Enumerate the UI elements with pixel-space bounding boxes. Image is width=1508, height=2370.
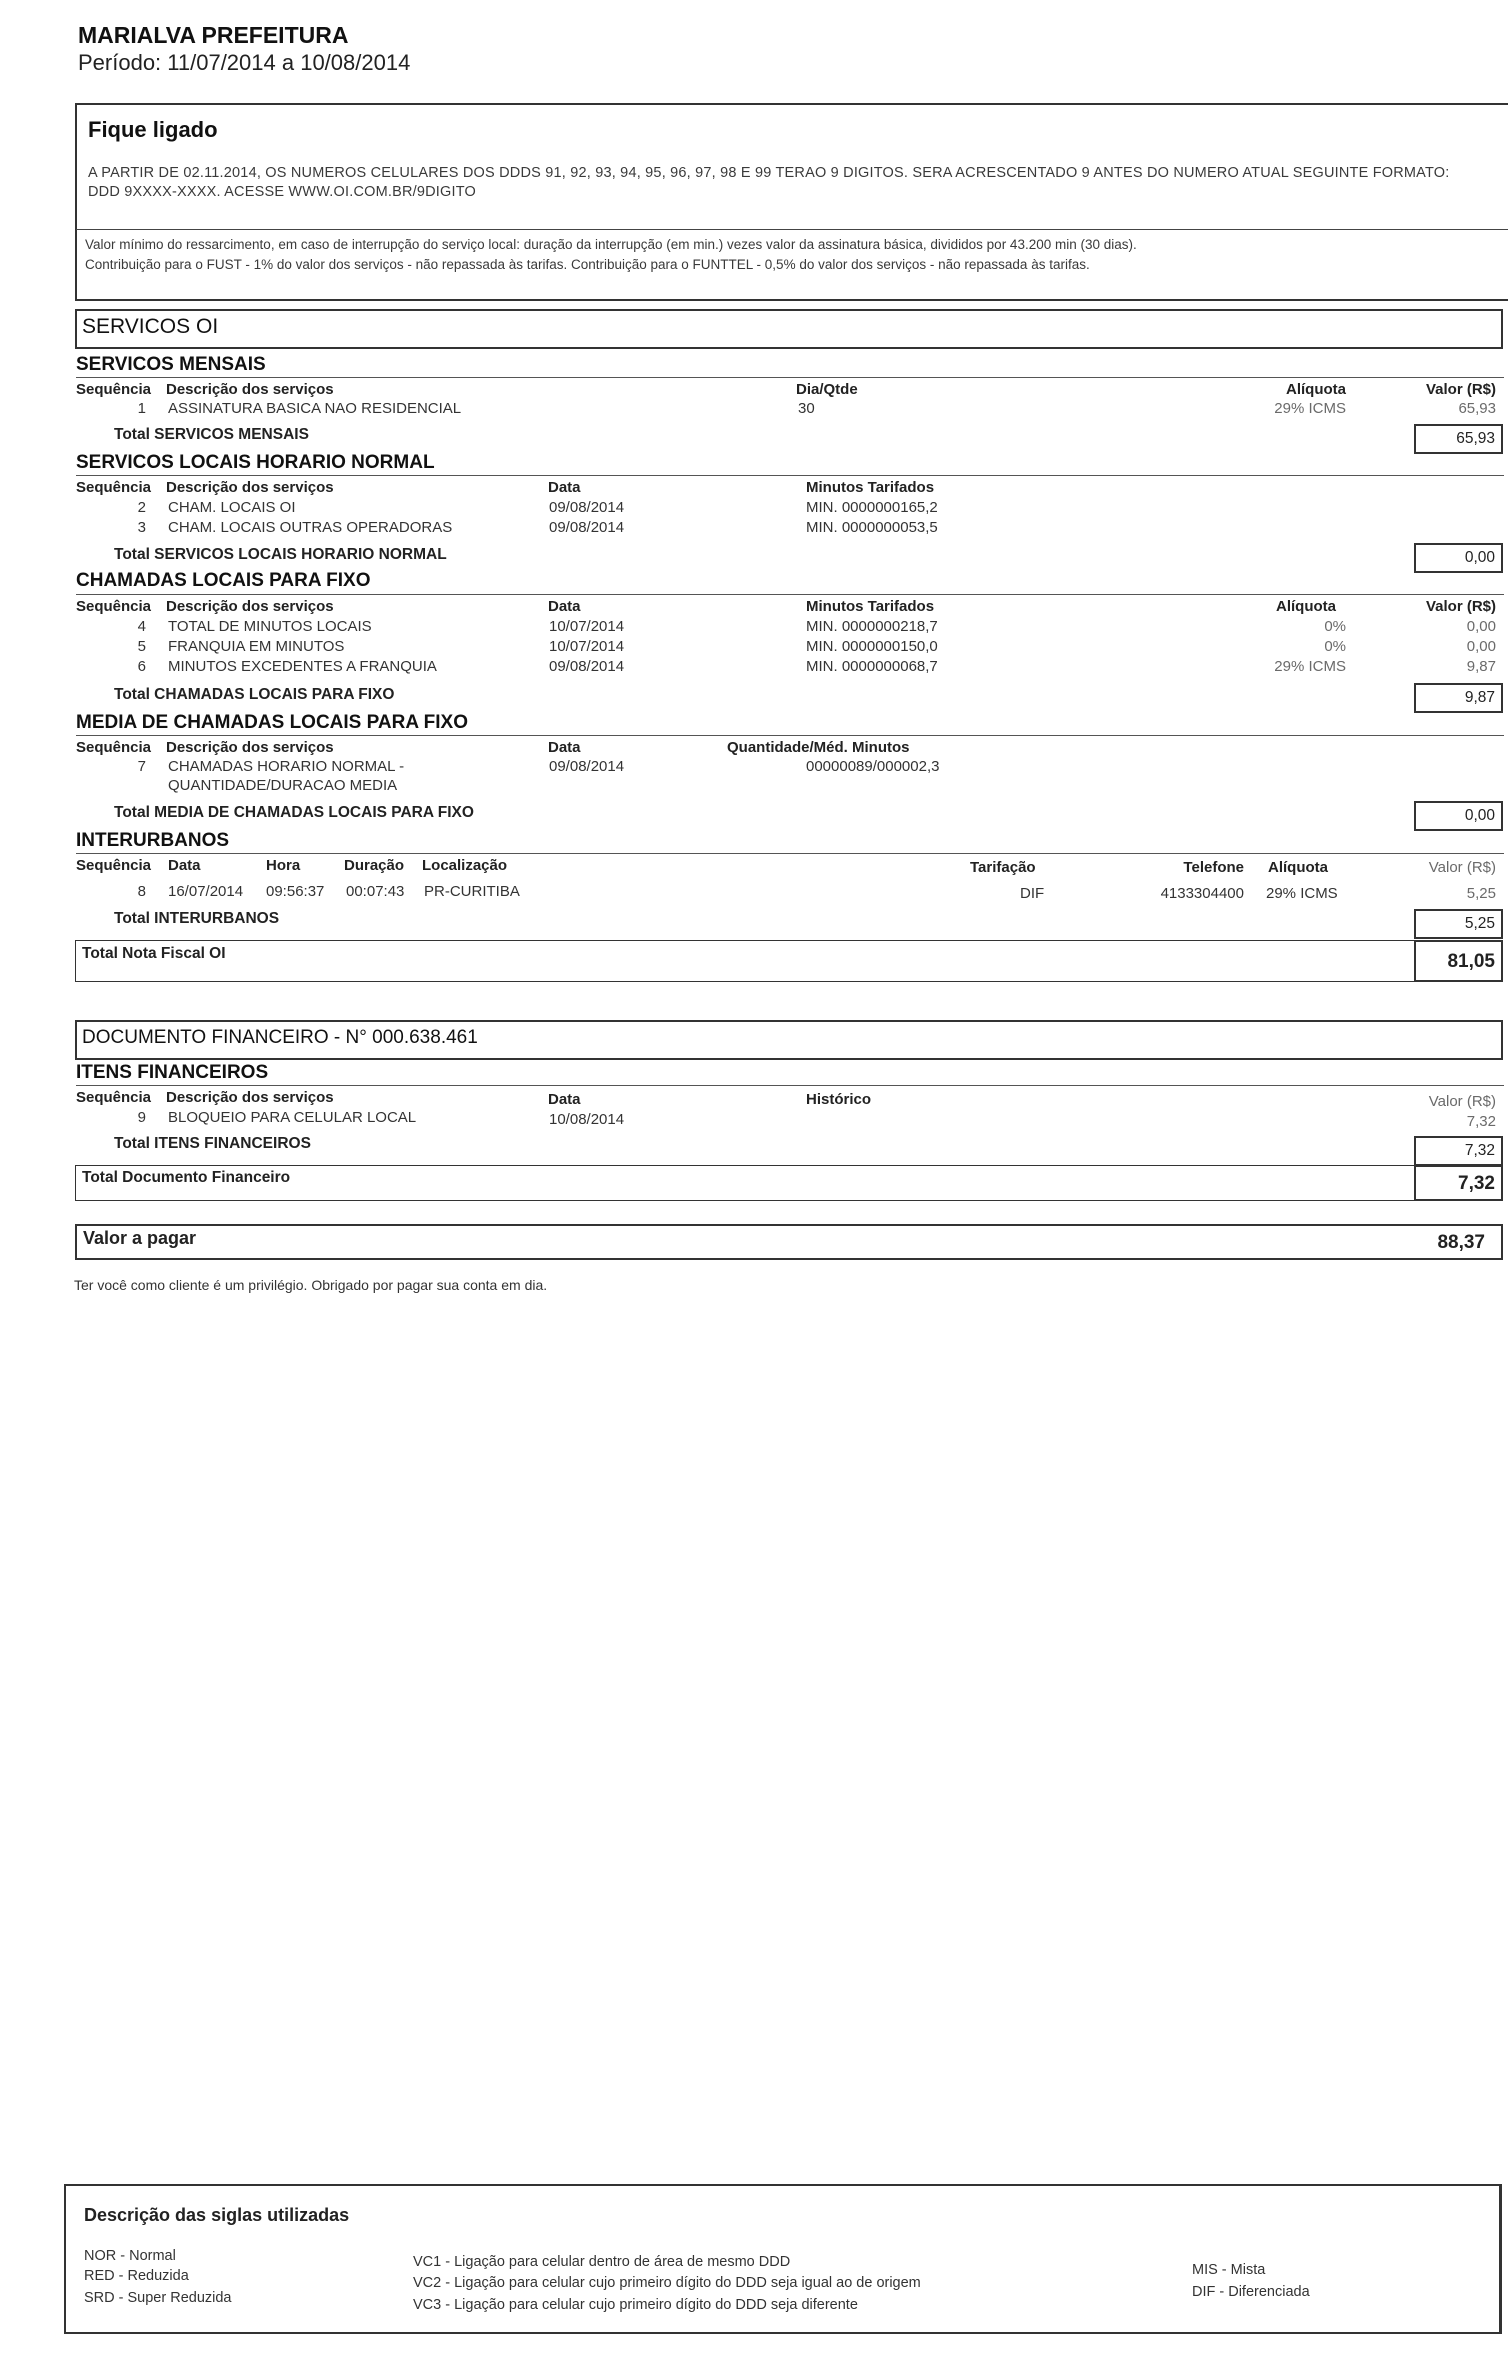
- row-data: 16/07/2014: [168, 883, 244, 900]
- col-aliquota: Alíquota: [1268, 859, 1328, 876]
- col-data: Data: [548, 1091, 581, 1108]
- row-data: 09/08/2014: [549, 519, 625, 536]
- sigla-vc1: VC1 - Ligação para celular dentro de área de mesmo DDD: [413, 2254, 791, 2270]
- col-valor: Valor (R$): [1428, 859, 1496, 876]
- col-aliquota: Alíquota: [1286, 381, 1346, 398]
- section-rule: [76, 1085, 1504, 1086]
- fique-ligado-info: [85, 235, 1485, 275]
- col-descricao: Descrição dos serviços: [166, 479, 334, 496]
- row-localizacao: PR-CURITIBA: [424, 883, 520, 900]
- row-minutos: MIN. 0000000218,7: [806, 618, 938, 635]
- interurbanos-title: INTERURBANOS: [76, 830, 230, 851]
- billing-period: Período: 11/07/2014 a 10/08/2014: [78, 50, 411, 75]
- row-seq: 2: [137, 499, 146, 516]
- row-data: 09/08/2014: [549, 658, 625, 675]
- servicos-oi-header: SERVICOS OI: [75, 309, 1503, 349]
- total-value-box: 0,00: [1414, 543, 1503, 573]
- row-desc: CHAM. LOCAIS OUTRAS OPERADORAS: [168, 519, 453, 536]
- row-qtd: 30: [798, 400, 815, 417]
- col-valor: Valor (R$): [1428, 1093, 1496, 1110]
- total-nota-fiscal-label: Total Nota Fiscal OI: [82, 945, 226, 962]
- chamadas-fixo-title: CHAMADAS LOCAIS PARA FIXO: [76, 570, 371, 591]
- total-label: Total SERVICOS LOCAIS HORARIO NORMAL: [114, 546, 447, 563]
- col-descricao: Descrição dos serviços: [166, 739, 334, 756]
- col-aliquota: Alíquota: [1276, 598, 1336, 615]
- col-sequencia: Sequência: [76, 479, 152, 496]
- row-aliquota: 0%: [1324, 638, 1346, 655]
- total-label: Total INTERURBANOS: [114, 910, 280, 927]
- row-desc: CHAM. LOCAIS OI: [168, 499, 296, 516]
- col-hora: Hora: [266, 857, 301, 874]
- sigla-vc3: VC3 - Ligação para celular cujo primeiro dígito do DDD seja diferente: [413, 2297, 858, 2313]
- servicos-mensais-title: SERVICOS MENSAIS: [76, 354, 266, 375]
- row-seq: 5: [137, 638, 146, 655]
- row-data: 10/08/2014: [549, 1111, 625, 1128]
- total-value-box: 5,25: [1414, 909, 1503, 939]
- row-hora: 09:56:37: [266, 883, 325, 900]
- col-duracao: Duração: [344, 857, 405, 874]
- col-valor: Valor (R$): [1425, 598, 1496, 615]
- row-tarifacao: DIF: [1020, 885, 1045, 902]
- total-nota-fiscal-box: [75, 940, 1503, 982]
- col-telefone: Telefone: [1183, 859, 1244, 876]
- row-seq: 7: [137, 758, 146, 775]
- total-nota-fiscal-value: 81,05: [1414, 940, 1503, 982]
- section-rule: [76, 475, 1504, 476]
- row-aliquota: 0%: [1324, 618, 1346, 635]
- fique-ligado-notice: A PARTIR DE 02.11.2014, OS NUMEROS CELULARES DOS DDDS 91, 92, 93, 94, 95, 96, 97, 98 E 99 TERAO 9 DIGITOS. SERA ACRESCENTADO 9 ANTES DO NUMERO ATUAL SEGUINTE FORMATO: DDD 9XXXX-XXXX. ACESSE WWW.OI.COM.BR/9DIGITO: [88, 165, 1450, 200]
- section-rule: [76, 853, 1504, 854]
- documento-financeiro-header: DOCUMENTO FINANCEIRO - N° 000.638.461: [75, 1020, 1503, 1060]
- col-data: Data: [168, 857, 201, 874]
- row-desc: CHAMADAS HORARIO NORMAL -: [168, 758, 405, 775]
- total-label: Total CHAMADAS LOCAIS PARA FIXO: [114, 686, 395, 703]
- row-telefone: 4133304400: [1160, 885, 1244, 902]
- sigla-nor: NOR - Normal: [84, 2248, 176, 2264]
- fique-ligado-divider: [76, 229, 1508, 230]
- col-descricao: Descrição dos serviços: [166, 1089, 334, 1106]
- sigla-vc2: VC2 - Ligação para celular cujo primeiro dígito do DDD seja igual ao de origem: [413, 2275, 921, 2291]
- col-dia-qtde: Dia/Qtde: [796, 381, 858, 398]
- col-data: Data: [548, 479, 581, 496]
- col-localizacao: Localização: [422, 857, 508, 874]
- media-chamadas-title: MEDIA DE CHAMADAS LOCAIS PARA FIXO: [76, 712, 468, 733]
- row-desc: FRANQUIA EM MINUTOS: [168, 638, 345, 655]
- row-minutos: MIN. 0000000150,0: [806, 638, 938, 655]
- row-data: 10/07/2014: [549, 638, 625, 655]
- servicos-locais-title: SERVICOS LOCAIS HORARIO NORMAL: [76, 452, 435, 473]
- row-valor: 9,87: [1466, 658, 1496, 675]
- company-name: MARIALVA PREFEITURA: [78, 22, 349, 48]
- row-seq: 9: [137, 1109, 146, 1126]
- col-descricao: Descrição dos serviços: [166, 381, 334, 398]
- row-aliquota: 29% ICMS: [1274, 658, 1346, 675]
- ressarcimento-text: Valor mínimo do ressarcimento, em caso de interrupção do serviço local: duração da interrupção (em min.) vezes valor da assinatura básica, divididos por 43.200 min (30 dias).: [85, 237, 1137, 252]
- col-sequencia: Sequência: [76, 1089, 152, 1106]
- row-seq: 1: [137, 400, 146, 417]
- row-seq: 4: [137, 618, 146, 635]
- row-seq: 3: [137, 519, 146, 536]
- total-documento-financeiro-label: Total Documento Financeiro: [82, 1169, 291, 1186]
- row-quantidade: 00000089/000002,3: [806, 758, 940, 775]
- row-minutos: MIN. 0000000068,7: [806, 658, 938, 675]
- row-valor: 0,00: [1466, 638, 1496, 655]
- row-minutos: MIN. 0000000053,5: [806, 519, 938, 536]
- total-value-box: 65,93: [1414, 424, 1503, 454]
- section-rule: [76, 594, 1504, 595]
- total-label: Total ITENS FINANCEIROS: [114, 1135, 311, 1152]
- col-sequencia: Sequência: [76, 857, 152, 874]
- valor-a-pagar-box: [75, 1224, 1503, 1260]
- siglas-title: Descrição das siglas utilizadas: [84, 2205, 350, 2225]
- row-seq: 8: [137, 883, 146, 900]
- total-documento-financeiro-box: [75, 1165, 1503, 1201]
- row-data: 09/08/2014: [549, 758, 625, 775]
- col-valor: Valor (R$): [1425, 381, 1496, 398]
- row-desc: ASSINATURA BASICA NAO RESIDENCIAL: [168, 400, 462, 417]
- col-descricao: Descrição dos serviços: [166, 598, 334, 615]
- valor-a-pagar-value: 88,37: [1437, 1232, 1485, 1253]
- row-data: 10/07/2014: [549, 618, 625, 635]
- total-value-box: 7,32: [1414, 1136, 1503, 1166]
- row-seq: 6: [137, 658, 146, 675]
- total-label: Total MEDIA DE CHAMADAS LOCAIS PARA FIXO: [114, 804, 474, 821]
- row-desc: MINUTOS EXCEDENTES A FRANQUIA: [168, 658, 437, 675]
- total-value-box: 9,87: [1414, 683, 1503, 713]
- row-desc: BLOQUEIO PARA CELULAR LOCAL: [168, 1109, 417, 1126]
- col-minutos: Minutos Tarifados: [806, 479, 935, 496]
- col-historico: Histórico: [806, 1091, 872, 1108]
- col-data: Data: [548, 598, 581, 615]
- total-value-box: 0,00: [1414, 801, 1503, 831]
- row-data: 09/08/2014: [549, 499, 625, 516]
- row-minutos: MIN. 0000000165,2: [806, 499, 938, 516]
- row-valor: 65,93: [1458, 400, 1496, 417]
- section-rule: [76, 735, 1504, 736]
- col-tarifacao: Tarifação: [970, 859, 1036, 876]
- col-sequencia: Sequência: [76, 598, 152, 615]
- sigla-dif: DIF - Diferenciada: [1192, 2284, 1310, 2300]
- total-documento-financeiro-value: 7,32: [1414, 1165, 1503, 1201]
- valor-a-pagar-label: Valor a pagar: [83, 1228, 197, 1248]
- col-sequencia: Sequência: [76, 381, 152, 398]
- row-valor: 5,25: [1466, 885, 1496, 902]
- row-valor: 7,32: [1466, 1113, 1496, 1130]
- sigla-red: RED - Reduzida: [84, 2268, 189, 2284]
- itens-financeiros-title: ITENS FINANCEIROS: [76, 1062, 269, 1083]
- thanks-message: Ter você como cliente é um privilégio. Obrigado por pagar sua conta em dia.: [74, 1277, 548, 1293]
- col-data: Data: [548, 739, 581, 756]
- col-quantidade: Quantidade/Méd. Minutos: [727, 739, 910, 756]
- row-desc: TOTAL DE MINUTOS LOCAIS: [168, 618, 372, 635]
- row-valor: 0,00: [1466, 618, 1496, 635]
- row-aliquota: 29% ICMS: [1274, 400, 1346, 417]
- total-label: Total SERVICOS MENSAIS: [114, 426, 309, 443]
- fique-ligado-title: Fique ligado: [88, 117, 218, 142]
- row-desc-cont: QUANTIDADE/DURACAO MEDIA: [168, 777, 398, 794]
- sigla-srd: SRD - Super Reduzida: [84, 2290, 232, 2306]
- sigla-mis: MIS - Mista: [1192, 2262, 1266, 2278]
- col-sequencia: Sequência: [76, 739, 152, 756]
- row-aliquota: 29% ICMS: [1266, 885, 1338, 902]
- row-duracao: 00:07:43: [346, 883, 405, 900]
- contribuicao-text: Contribuição para o FUST - 1% do valor dos serviços - não repassada às tarifas. Contribuição para o FUNTTEL - 0,5% do valor dos serviços - não repassada às tarifas.: [85, 257, 1090, 272]
- section-rule: [76, 377, 1504, 378]
- col-minutos: Minutos Tarifados: [806, 598, 935, 615]
